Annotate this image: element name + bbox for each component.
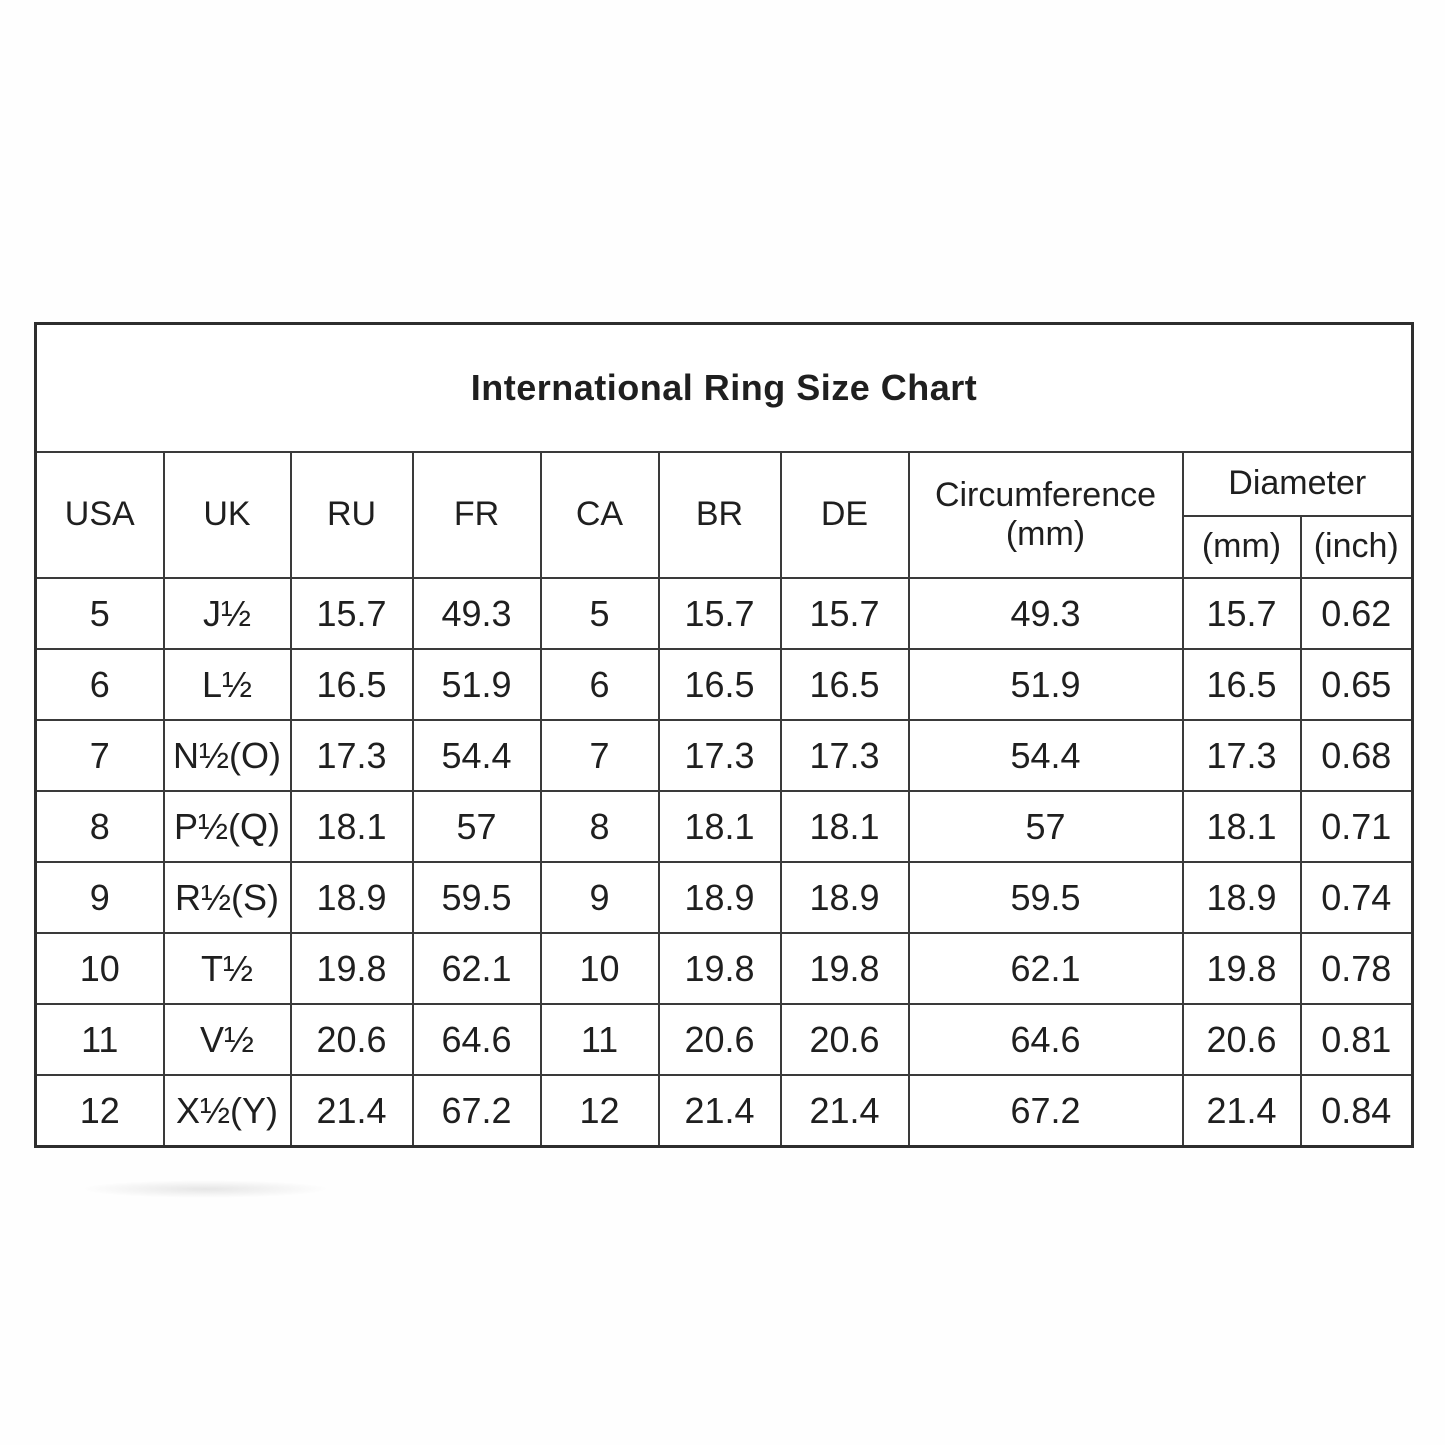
circumference-label-line1: Circumference <box>934 475 1157 514</box>
table-cell: 5 <box>36 578 164 649</box>
table-cell: 0.62 <box>1301 578 1413 649</box>
table-row <box>36 1075 1413 1146</box>
column-header-fr: FR <box>413 452 541 578</box>
table-cell: 12 <box>541 1075 659 1146</box>
table-cell: 19.8 <box>1183 933 1301 1004</box>
column-header-br: BR <box>659 452 781 578</box>
table-cell: 21.4 <box>781 1075 909 1146</box>
table-cell: 0.84 <box>1301 1075 1413 1146</box>
table-cell: 10 <box>36 933 164 1004</box>
table-cell: 15.7 <box>291 578 413 649</box>
table-cell: 16.5 <box>291 649 413 720</box>
table-cell: 11 <box>541 1004 659 1075</box>
table-cell: 0.78 <box>1301 933 1413 1004</box>
table-cell: 16.5 <box>781 649 909 720</box>
table-cell: 49.3 <box>909 578 1183 649</box>
table-body <box>36 578 1413 1146</box>
table-cell: 21.4 <box>291 1075 413 1146</box>
table-row <box>36 1004 1413 1075</box>
table-cell: 15.7 <box>1183 578 1301 649</box>
table-cell: 0.65 <box>1301 649 1413 720</box>
table-cell: 20.6 <box>659 1004 781 1075</box>
table-cell: 0.74 <box>1301 862 1413 933</box>
table-cell: 51.9 <box>413 649 541 720</box>
table-cell: 67.2 <box>909 1075 1183 1146</box>
table-cell: 59.5 <box>413 862 541 933</box>
table-cell: 18.9 <box>291 862 413 933</box>
table-header <box>36 324 1413 579</box>
table-cell: 62.1 <box>909 933 1183 1004</box>
table-cell: 5 <box>541 578 659 649</box>
table-cell: 17.3 <box>659 720 781 791</box>
table-cell: 9 <box>541 862 659 933</box>
column-header-ca: CA <box>541 452 659 578</box>
table-cell: 16.5 <box>659 649 781 720</box>
ring-size-table <box>34 322 1414 1148</box>
table-cell: 20.6 <box>1183 1004 1301 1075</box>
table-cell: 17.3 <box>291 720 413 791</box>
table-cell: 18.1 <box>659 791 781 862</box>
table-row <box>36 720 1413 791</box>
table-cell: R½(S) <box>164 862 291 933</box>
table-cell: 64.6 <box>909 1004 1183 1075</box>
column-header-diameter-inch: (inch) <box>1301 516 1413 578</box>
table-cell: 21.4 <box>659 1075 781 1146</box>
table-cell: 18.1 <box>1183 791 1301 862</box>
table-cell: 18.9 <box>1183 862 1301 933</box>
table-cell: 8 <box>36 791 164 862</box>
table-cell: 18.1 <box>781 791 909 862</box>
column-header-ru: RU <box>291 452 413 578</box>
column-header-diameter: Diameter <box>1183 452 1413 516</box>
table-cell: T½ <box>164 933 291 1004</box>
table-cell: 59.5 <box>909 862 1183 933</box>
table-row <box>36 791 1413 862</box>
table-cell: J½ <box>164 578 291 649</box>
table-cell: 19.8 <box>781 933 909 1004</box>
table-cell: 17.3 <box>1183 720 1301 791</box>
table-cell: 0.81 <box>1301 1004 1413 1075</box>
table-cell: 20.6 <box>291 1004 413 1075</box>
table-cell: 20.6 <box>781 1004 909 1075</box>
table-cell: 12 <box>36 1075 164 1146</box>
table-title: International Ring Size Chart <box>36 324 1413 453</box>
table-cell: 15.7 <box>659 578 781 649</box>
table-cell: N½(O) <box>164 720 291 791</box>
table-cell: 18.9 <box>659 862 781 933</box>
column-header-uk: UK <box>164 452 291 578</box>
circumference-label-line2: (mm) <box>1005 515 1086 553</box>
column-header-diameter-mm: (mm) <box>1183 516 1301 578</box>
table-cell: 18.9 <box>781 862 909 933</box>
table-cell: 51.9 <box>909 649 1183 720</box>
table-cell: 11 <box>36 1004 164 1075</box>
table-row <box>36 933 1413 1004</box>
table-cell: 6 <box>541 649 659 720</box>
table-cell: X½(Y) <box>164 1075 291 1146</box>
table-cell: 67.2 <box>413 1075 541 1146</box>
table-cell: 7 <box>541 720 659 791</box>
table-cell: 19.8 <box>659 933 781 1004</box>
table-cell: P½(Q) <box>164 791 291 862</box>
table-cell: 18.1 <box>291 791 413 862</box>
table-cell: V½ <box>164 1004 291 1075</box>
column-header-circumference <box>909 452 1183 578</box>
table-cell: 7 <box>36 720 164 791</box>
table-row <box>36 862 1413 933</box>
table-cell: 54.4 <box>909 720 1183 791</box>
table-cell: 16.5 <box>1183 649 1301 720</box>
table-cell: 8 <box>541 791 659 862</box>
table-cell: 0.68 <box>1301 720 1413 791</box>
table-cell: 15.7 <box>781 578 909 649</box>
table-cell: 21.4 <box>1183 1075 1301 1146</box>
table-cell: 0.71 <box>1301 791 1413 862</box>
table-cell: L½ <box>164 649 291 720</box>
column-header-usa: USA <box>36 452 164 578</box>
title-row <box>36 324 1413 453</box>
table-row <box>36 649 1413 720</box>
column-header-de: DE <box>781 452 909 578</box>
table-cell: 10 <box>541 933 659 1004</box>
table-cell: 62.1 <box>413 933 541 1004</box>
faint-smudge <box>80 1180 330 1198</box>
table-cell: 9 <box>36 862 164 933</box>
table-cell: 17.3 <box>781 720 909 791</box>
table-cell: 57 <box>413 791 541 862</box>
header-row <box>36 452 1413 516</box>
table-cell: 64.6 <box>413 1004 541 1075</box>
table-cell: 19.8 <box>291 933 413 1004</box>
table-cell: 6 <box>36 649 164 720</box>
table-cell: 49.3 <box>413 578 541 649</box>
table-cell: 57 <box>909 791 1183 862</box>
table-row <box>36 578 1413 649</box>
table-cell: 54.4 <box>413 720 541 791</box>
